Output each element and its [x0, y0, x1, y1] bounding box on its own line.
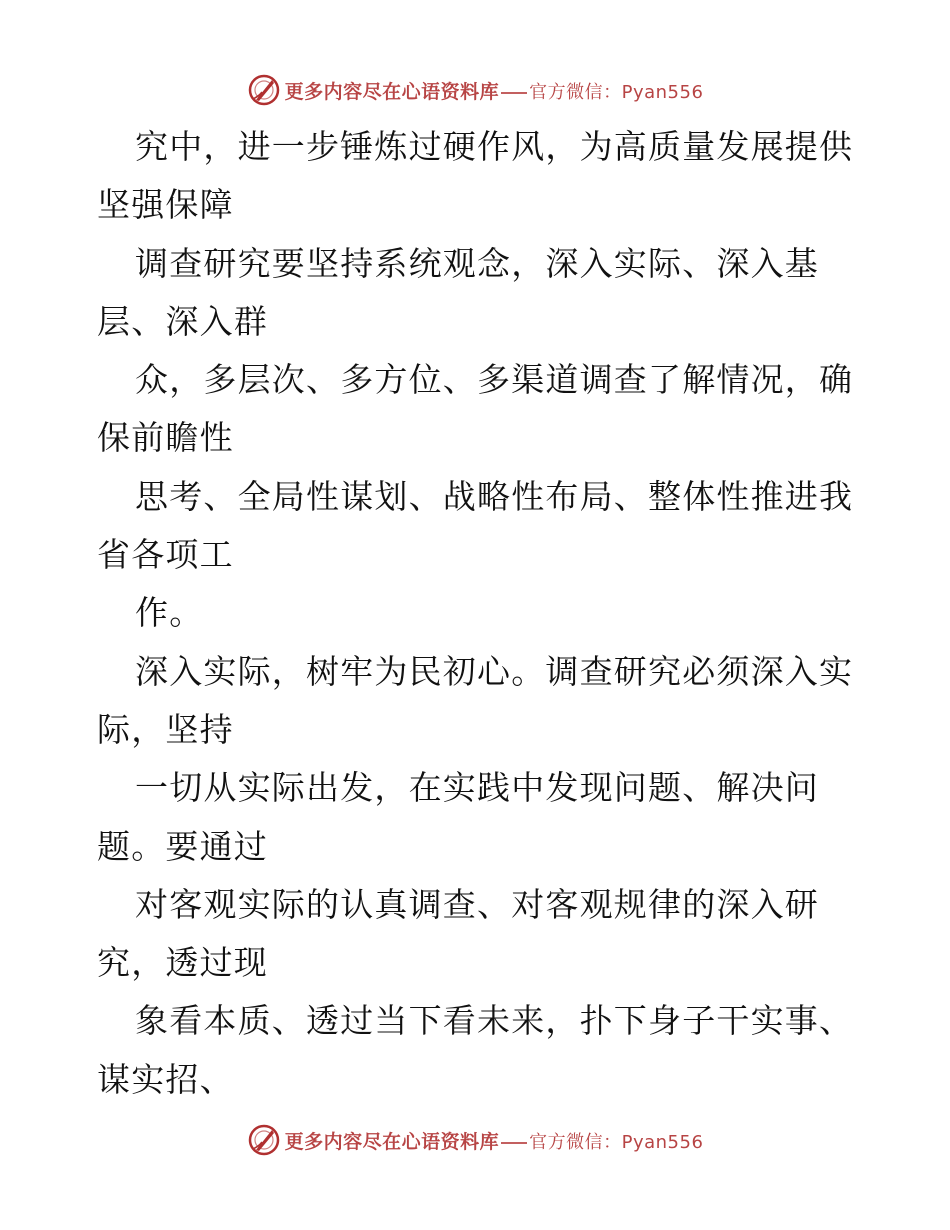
text-line: 一切从实际出发，在实践中发现问题、解决问: [135, 768, 819, 808]
text-line: 谋实招、: [97, 1059, 234, 1099]
text-line: 象看本质、透过当下看未来，扑下身子干实事、: [135, 1001, 854, 1041]
banner-contact: 官方微信：Pyan556: [529, 81, 704, 103]
text-line: 调查研究要坚持系统观念，深入实际、深入基: [135, 243, 819, 283]
banner-group: [247, 73, 704, 107]
banner-main: 更多内容尽在心语资料库: [284, 1130, 500, 1153]
text-line: 题。要通过: [97, 826, 268, 866]
banner-main: 更多内容尽在心语资料库: [284, 80, 500, 103]
text-line: 作。: [135, 593, 204, 633]
document-body: [97, 118, 857, 1109]
banner-dash: [501, 92, 527, 94]
header-banner: [0, 70, 950, 110]
text-line: 际，坚持: [97, 709, 234, 749]
text-line: 层、深入群: [97, 301, 268, 341]
footer-banner: [0, 1120, 950, 1160]
quill-logo-icon: [247, 1123, 281, 1157]
text-line: 思考、全局性谋划、战略性布局、整体性推进我: [135, 476, 854, 516]
text-line: 究，透过现: [97, 943, 268, 983]
text-line: 省各项工: [97, 535, 234, 575]
quill-logo-icon: [247, 73, 281, 107]
banner-group: [247, 1123, 704, 1157]
banner-dash: [501, 1142, 527, 1144]
banner-contact: 官方微信：Pyan556: [529, 1131, 704, 1153]
text-line: 深入实际，树牢为民初心。调查研究必须深入实: [135, 651, 854, 691]
text-line: 坚强保障: [97, 185, 234, 225]
text-line: 究中，进一步锤炼过硬作风，为高质量发展提供: [135, 127, 854, 166]
text-line: 保前瞻性: [97, 418, 234, 458]
banner-text: [285, 1127, 704, 1154]
banner-text: [285, 77, 704, 104]
text-line: 对客观实际的认真调查、对客观规律的深入研: [135, 884, 819, 924]
text-line: 众，多层次、多方位、多渠道调查了解情况，确: [135, 360, 854, 400]
